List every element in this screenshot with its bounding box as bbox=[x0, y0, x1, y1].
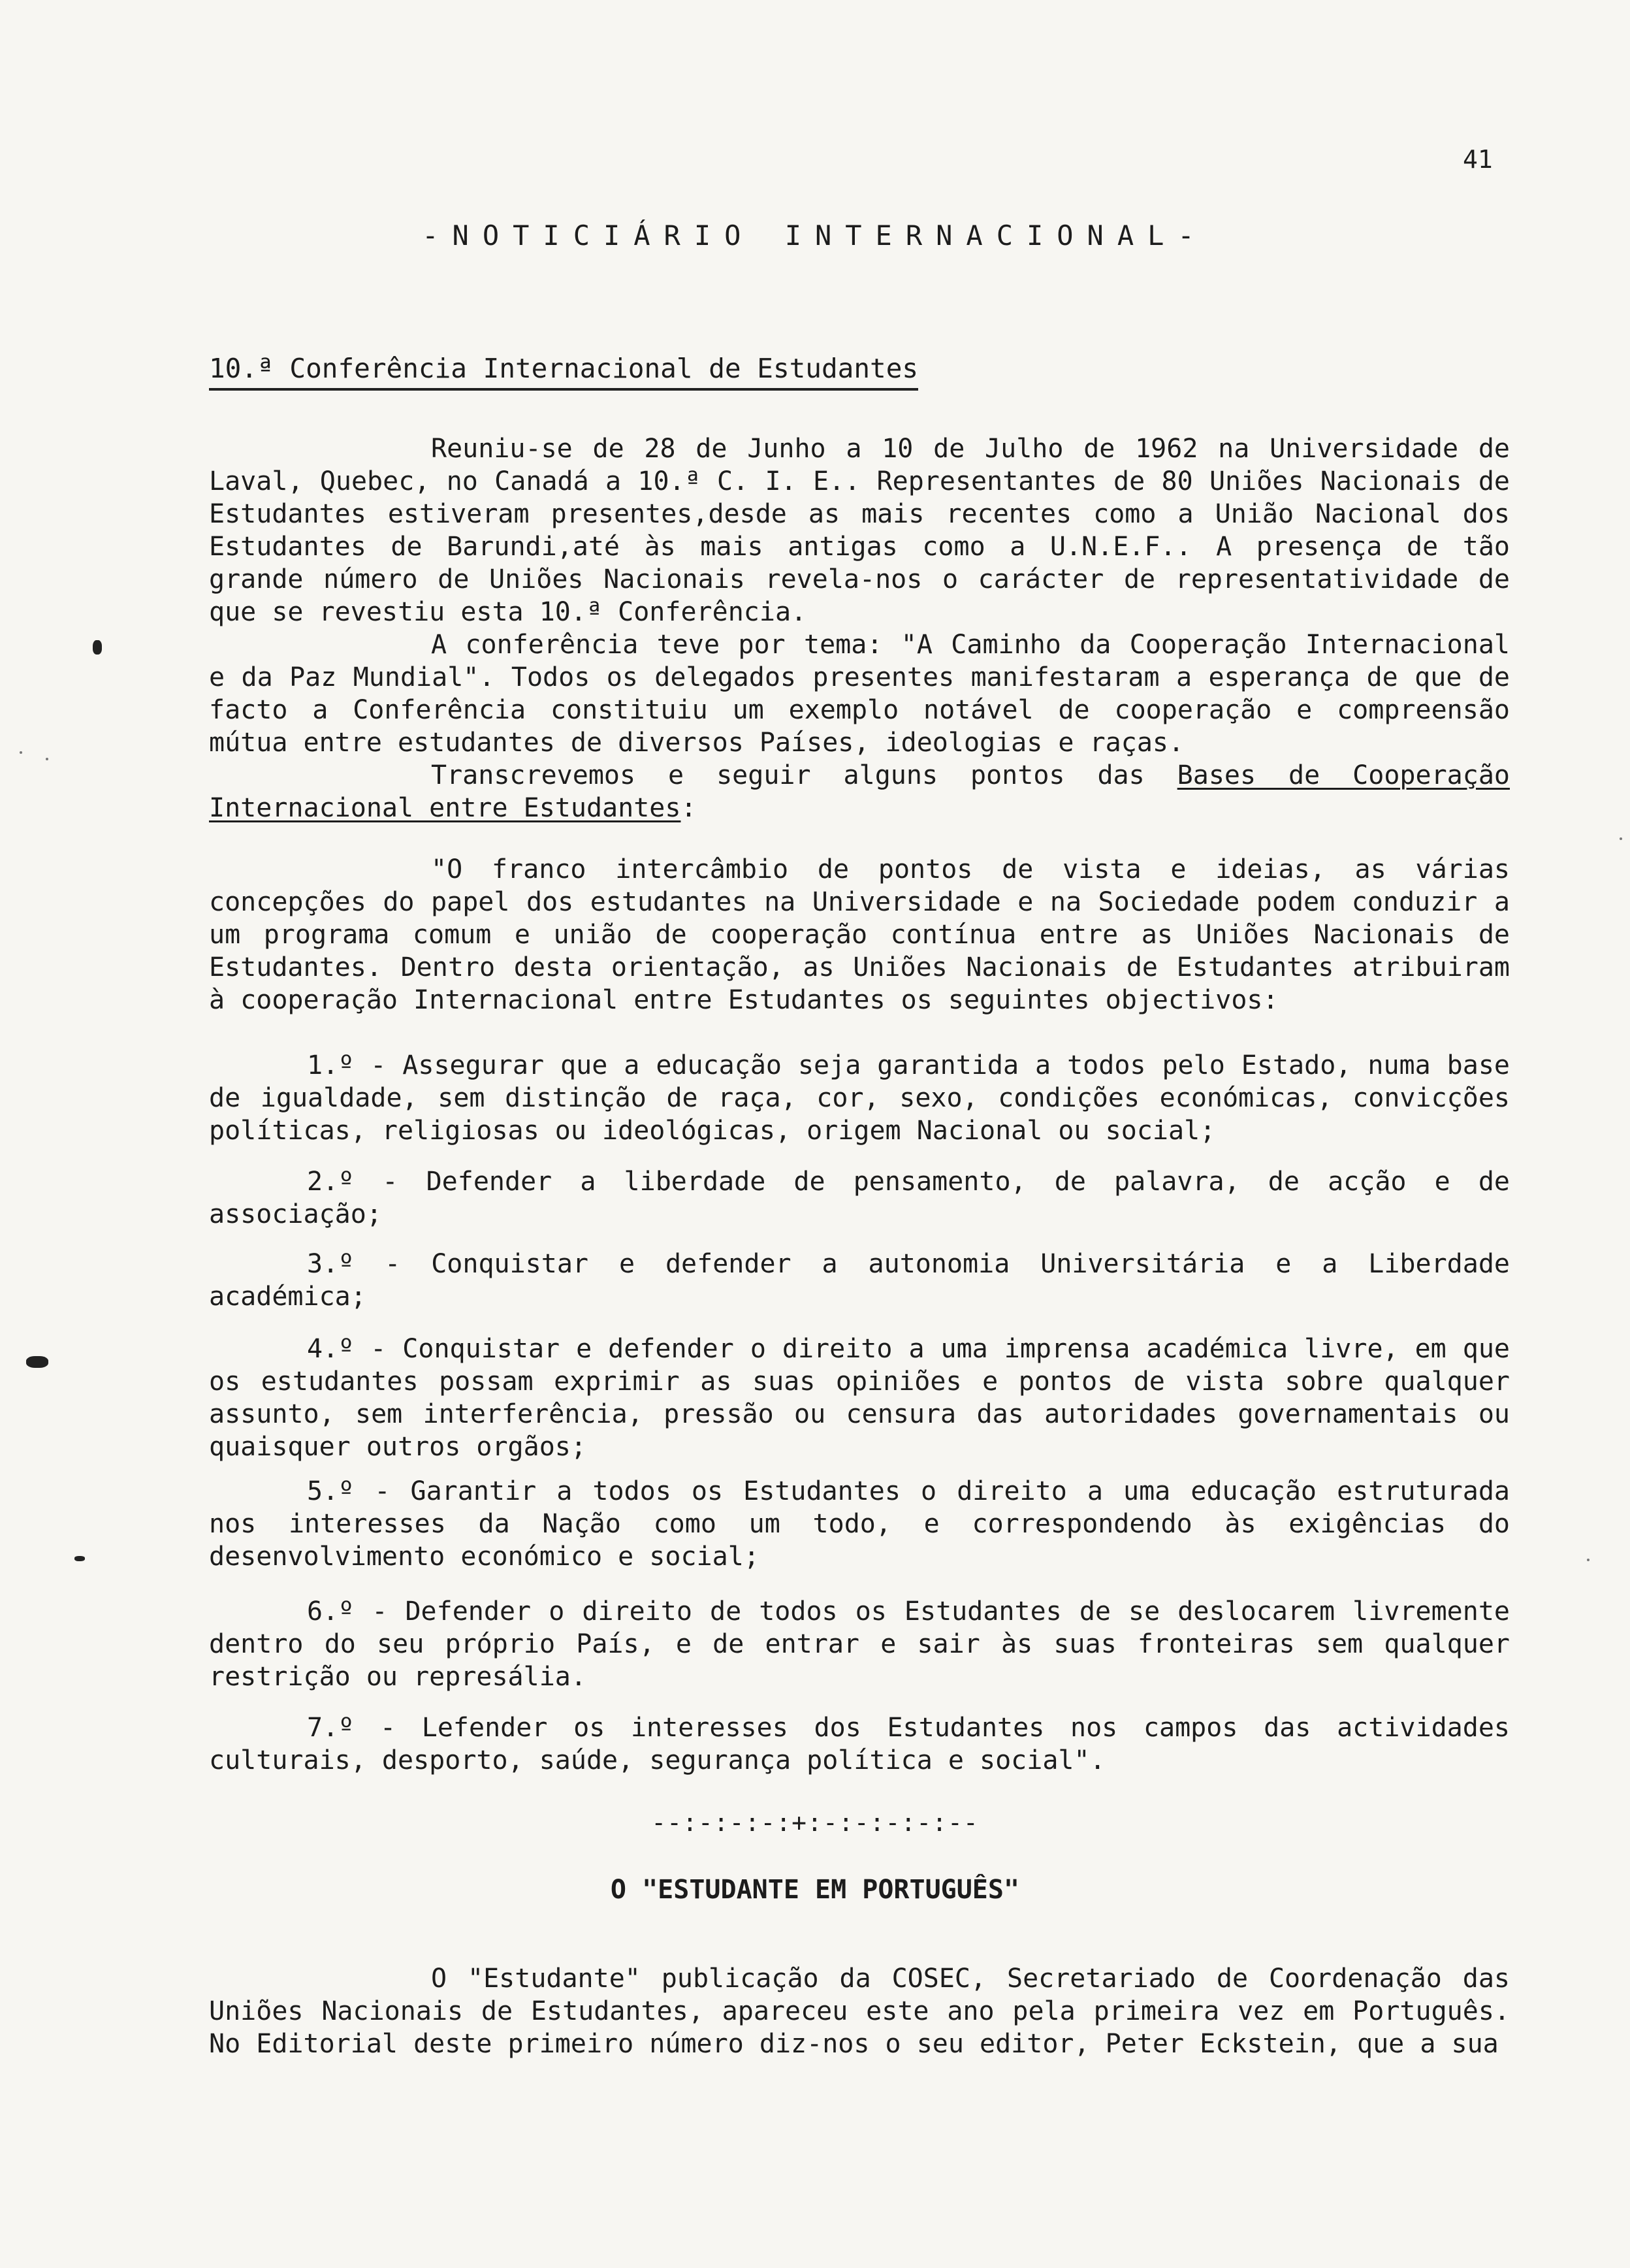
margin-ink-mark bbox=[74, 1556, 85, 1561]
page-number: 41 bbox=[1463, 145, 1493, 174]
quote-paragraph: "O franco intercâmbio de pontos de vista e ideias, as várias concepções do papel dos estudantes na Universidade e na Sociedade podem conduzir a um programa comum e união de cooperação contínua entre as Uniões Nacionais de Estudantes. Dentro desta orientação, as Uniões Nacionais de Estudantes atribuiram à cooperação Internacional entre Estudantes os seguintes objectivos: bbox=[209, 854, 1510, 1015]
paragraph-3-tail: : bbox=[680, 793, 697, 823]
scan-speck bbox=[46, 758, 48, 760]
article-paragraph-3 bbox=[209, 759, 1510, 824]
scan-speck bbox=[20, 751, 22, 754]
section-heading: -NOTICIÁRIO INTERNACIONAL- bbox=[422, 219, 1208, 251]
paragraph-3-lead: Transcrevemos e seguir alguns pontos das bbox=[431, 760, 1177, 790]
bases-underlined-title: Bases de Cooperação Internacional entre Estudantes bbox=[209, 760, 1510, 823]
article-title: 10.ª Conferência Internacional de Estudantes bbox=[209, 353, 918, 391]
margin-ink-mark bbox=[26, 1356, 48, 1368]
article-paragraph-1: Reuniu-se de 28 de Junho a 10 de Julho de 1962 na Universidade de Laval, Quebec, no Canadá a 10.ª C. I. E.. Representantes de 80 Uniões Nacionais de Estudantes estiveram presentes,desde as mais recentes como a União Nacional dos Estudantes de Barundi,até às mais antigas como a U.N.E.F.. A presença de tão grande número de Uniões Nacionais revela-nos o carácter de representatividade de que se revestiu esta 10.ª Conferência. bbox=[209, 434, 1510, 627]
objective-item-1: 1.º - Assegurar que a educação seja garantida a todos pelo Estado, numa base de igualdade, sem distinção de raça, cor, sexo, condições económicas, convicções políticas, religiosas ou ideológicas, origem Nacional ou social; bbox=[209, 1050, 1510, 1146]
second-article-paragraph-1: O "Estudante" publicação da COSEC, Secretariado de Coordenação das Uniões Nacionais de Estudantes, apareceu este ano pela primeira vez em Português. No Editorial deste primeiro número diz-nos o seu editor, Peter Eckstein, que a sua bbox=[209, 1964, 1510, 2059]
section-separator: --:-:-:-:+:-:-:-:-:-- bbox=[651, 1808, 979, 1837]
article-paragraph-2: A conferência teve por tema: "A Caminho da Cooperação Internacional e da Paz Mundial". Todos os delegados presentes manifestaram a esperança de que de facto a Conferência constituiu um exemplo notável de cooperação e compreensão mútua entre estudantes de diversos Países, ideologias e raças. bbox=[209, 630, 1510, 758]
second-article-title: O "ESTUDANTE EM PORTUGUÊS" bbox=[610, 1875, 1020, 1905]
objective-item-6: 6.º - Defender o direito de todos os Estudantes de se deslocarem livremente dentro do seu próprio País, e de entrar e sair às suas fronteiras sem qualquer restrição ou represália. bbox=[209, 1596, 1510, 1692]
scan-speck bbox=[1620, 837, 1622, 840]
objective-item-3: 3.º - Conquistar e defender a autonomia Universitária e a Liberdade académica; bbox=[209, 1249, 1510, 1312]
margin-ink-mark bbox=[93, 640, 102, 655]
scan-speck bbox=[1587, 1559, 1590, 1561]
objective-item-5: 5.º - Garantir a todos os Estudantes o direito a uma educação estruturada nos interesses da Nação como um todo, e correspondendo às exigências do desenvolvimento económico e social; bbox=[209, 1476, 1510, 1572]
objective-item-4: 4.º - Conquistar e defender o direito a uma imprensa académica livre, em que os estudantes possam exprimir as suas opiniões e pontos de vista sobre qualquer assunto, sem interferência, pressão ou censura das autoridades governamentais ou quaisquer outros orgãos; bbox=[209, 1334, 1510, 1462]
objective-item-7: 7.º - Lefender os interesses dos Estudantes nos campos das actividades culturais, desporto, saúde, segurança política e social". bbox=[209, 1713, 1510, 1775]
objective-item-2: 2.º - Defender a liberdade de pensamento, de palavra, de acção e de associação; bbox=[209, 1167, 1510, 1229]
